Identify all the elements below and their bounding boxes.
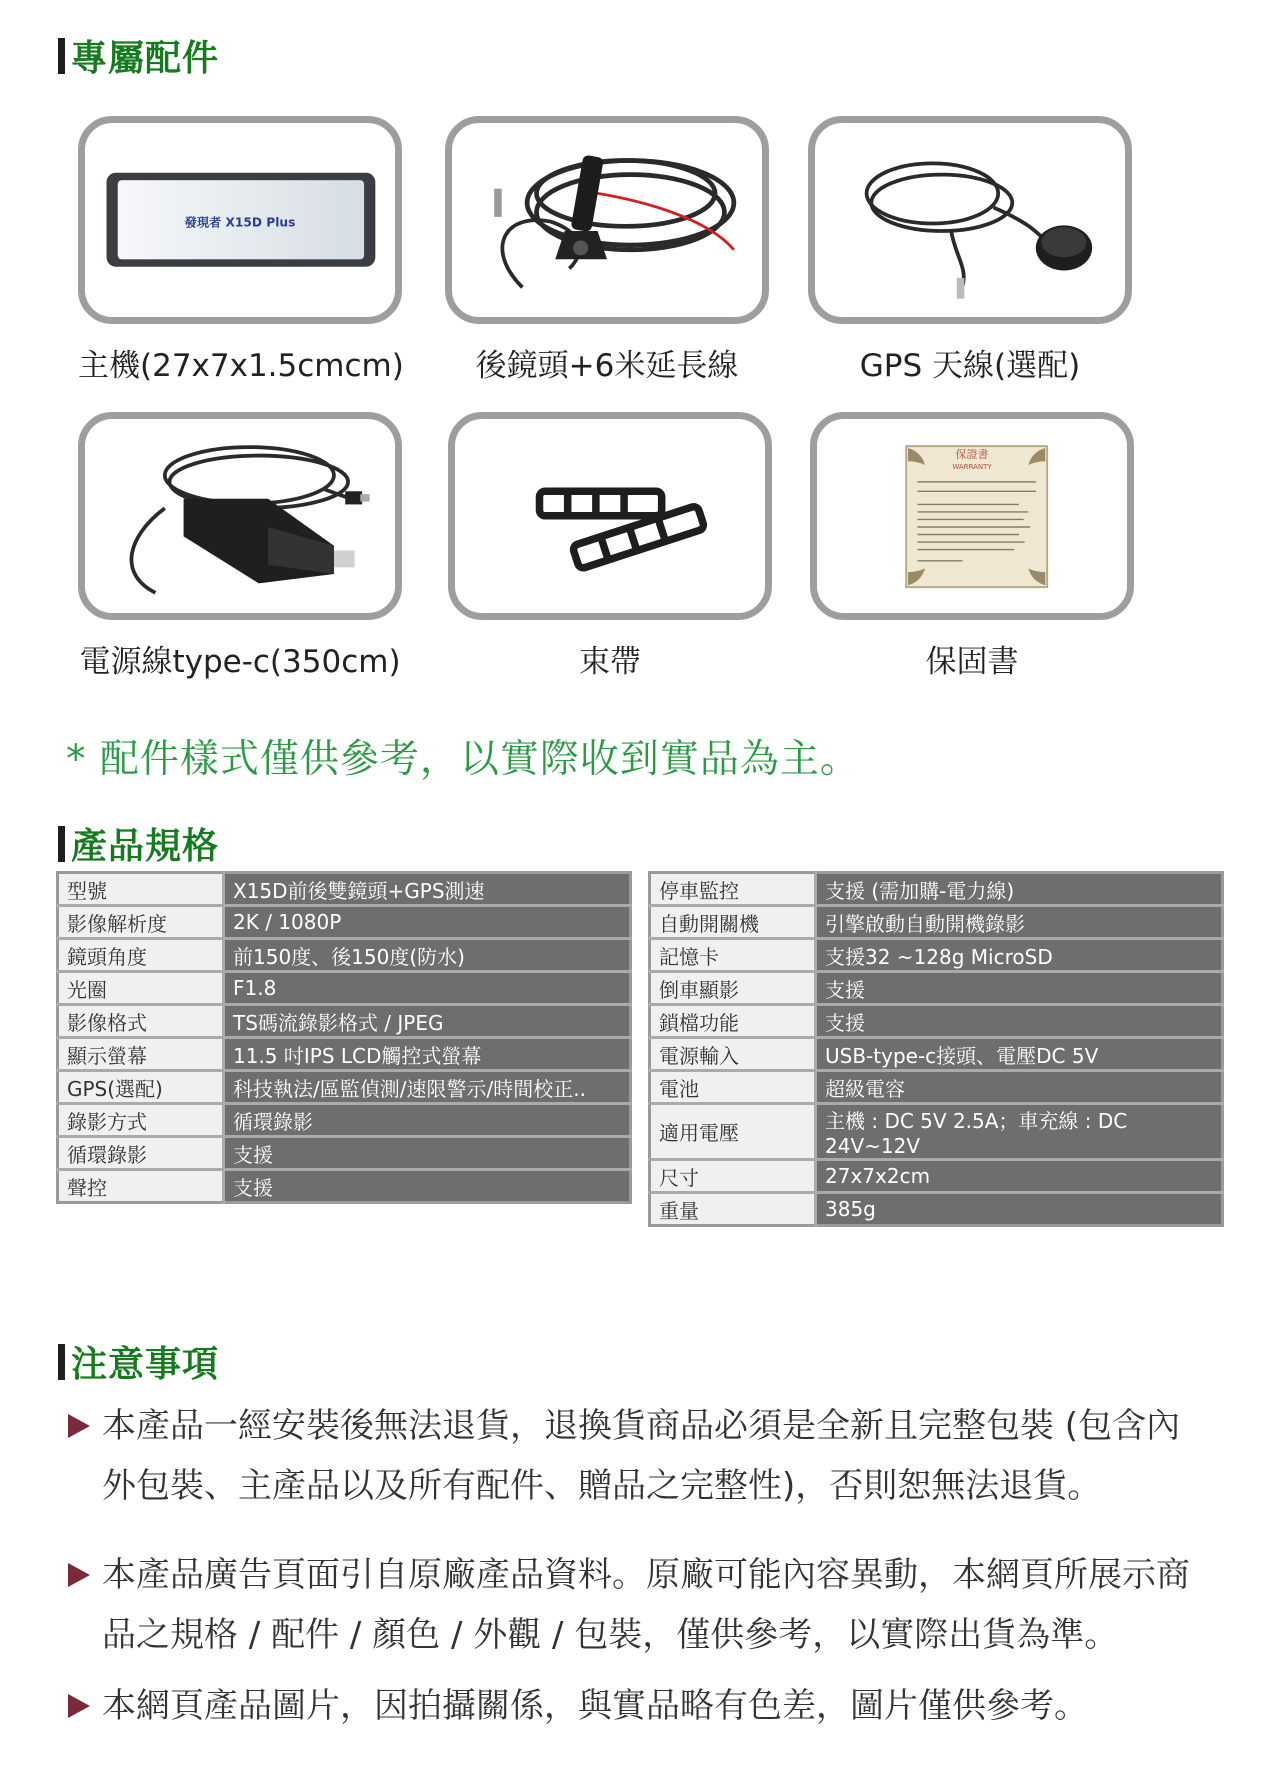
- warranty-card-title: 保證書: [955, 448, 989, 461]
- notice-item: [68, 1676, 1208, 1736]
- notice-text: 本產品廣告頁面引自原廠產品資料。原廠可能內容異動，本網頁所展示商品之規格 / 配件 / 顏色 / 外觀 / 包裝，僅供參考，以實際出貨為準。: [102, 1555, 1190, 1655]
- spec-key: 鏡頭角度: [58, 939, 224, 972]
- caption-straps: 束帶: [579, 644, 641, 680]
- spec-key: 聲控: [58, 1170, 224, 1203]
- spec-row: [650, 1038, 1223, 1071]
- accessory-card-warranty: [810, 412, 1134, 620]
- spec-row: [58, 1104, 631, 1137]
- spec-table-right: [648, 871, 1224, 1227]
- caption-warranty: 保固書: [925, 644, 1019, 680]
- spec-value: 主機 : DC 5V 2.5A；車充線 : DC 24V~12V: [816, 1104, 1223, 1160]
- notice-text: 本網頁產品圖片，因拍攝關係，與實品略有色差，圖片僅供參考。: [102, 1686, 1088, 1726]
- spec-value: USB-type-c接頭、電壓DC 5V: [816, 1038, 1223, 1071]
- spec-key: 適用電壓: [650, 1104, 816, 1160]
- spec-key: 倒車顯影: [650, 972, 816, 1005]
- caption-power-cable: 電源線type-c(350cm): [79, 644, 401, 680]
- spec-row: [650, 1104, 1223, 1160]
- spec-value: 科技執法/區監偵測/速限警示/時間校正..: [224, 1071, 631, 1104]
- spec-key: 電源輸入: [650, 1038, 816, 1071]
- power-cable-image: [99, 433, 381, 602]
- spec-row: [650, 1071, 1223, 1104]
- spec-value: 超級電容: [816, 1071, 1223, 1104]
- spec-value: 支援: [224, 1137, 631, 1170]
- gps-antenna-image: [829, 137, 1111, 306]
- accessory-card-gps-antenna: [808, 116, 1132, 324]
- straps-image: [469, 433, 751, 602]
- spec-row: [650, 1193, 1223, 1226]
- rear-camera-image: [466, 137, 748, 306]
- notices-title: 注意事項: [71, 1344, 220, 1385]
- spec-value: 支援: [816, 1005, 1223, 1038]
- spec-table-left: [56, 871, 632, 1204]
- section-title-specs: [58, 818, 219, 869]
- spec-key: 顯示螢幕: [58, 1038, 224, 1071]
- spec-row: [650, 873, 1223, 906]
- specs-title: 產品規格: [71, 826, 220, 867]
- caption-gps-antenna: GPS 天線(選配): [859, 348, 1081, 384]
- spec-row: [58, 1038, 631, 1071]
- notice-item: [68, 1396, 1208, 1516]
- title-bar: [58, 38, 65, 74]
- spec-row: [650, 906, 1223, 939]
- spec-row: [58, 873, 631, 906]
- accessories-note: * 配件樣式僅供參考，以實際收到實品為主。: [66, 737, 860, 782]
- spec-value: 385g: [816, 1193, 1223, 1226]
- spec-key: 自動開關機: [650, 906, 816, 939]
- warranty-card-title-block: [817, 449, 1127, 473]
- spec-value: 循環錄影: [224, 1104, 631, 1137]
- spec-key: 影像格式: [58, 1005, 224, 1038]
- spec-row: [58, 1137, 631, 1170]
- spec-key: 鎖檔功能: [650, 1005, 816, 1038]
- spec-key: 循環錄影: [58, 1137, 224, 1170]
- spec-row: [58, 1170, 631, 1203]
- spec-row: [58, 1071, 631, 1104]
- accessory-card-main-unit: [78, 116, 402, 324]
- section-title-accessories: [58, 30, 219, 81]
- spec-key: 尺寸: [650, 1160, 816, 1193]
- spec-key: 電池: [650, 1071, 816, 1104]
- title-bar: [58, 1344, 65, 1380]
- main-unit-image: [99, 137, 381, 306]
- warranty-card-subtitle: WARRANTY: [952, 463, 992, 471]
- spec-value: TS碼流錄影格式 / JPEG: [224, 1005, 631, 1038]
- notice-item: [68, 1545, 1208, 1665]
- spec-row: [58, 906, 631, 939]
- spec-key: 影像解析度: [58, 906, 224, 939]
- spec-key: 停車監控: [650, 873, 816, 906]
- notice-text: 本產品一經安裝後無法退貨，退換貨商品必須是全新且完整包裝 (包含內外包裝、主產品以及所有配件、贈品之完整性)，否則恕無法退貨。: [102, 1406, 1181, 1506]
- spec-row: [650, 1005, 1223, 1038]
- spec-value: 引擎啟動自動開機錄影: [816, 906, 1223, 939]
- caption-main-unit: 主機(27x7x1.5cmcm): [78, 348, 404, 384]
- spec-row: [650, 939, 1223, 972]
- spec-value: 支援 (需加購-電力線): [816, 873, 1223, 906]
- spec-key: 光圈: [58, 972, 224, 1005]
- triangle-bullet-icon: [68, 1563, 90, 1587]
- spec-row: [58, 939, 631, 972]
- spec-key: 記憶卡: [650, 939, 816, 972]
- spec-value: 前150度、後150度(防水): [224, 939, 631, 972]
- title-bar: [58, 826, 65, 862]
- spec-key: GPS(選配): [58, 1071, 224, 1104]
- triangle-bullet-icon: [68, 1414, 90, 1438]
- spec-value: 支援32 ~128g MicroSD: [816, 939, 1223, 972]
- spec-row: [650, 1160, 1223, 1193]
- spec-value: 2K / 1080P: [224, 906, 631, 939]
- section-title-notices: [58, 1336, 219, 1387]
- spec-row: [58, 972, 631, 1005]
- triangle-bullet-icon: [68, 1694, 90, 1718]
- spec-value: F1.8: [224, 972, 631, 1005]
- accessory-card-power-cable: [78, 412, 402, 620]
- spec-value: X15D前後雙鏡頭+GPS測速: [224, 873, 631, 906]
- spec-value: 支援: [816, 972, 1223, 1005]
- spec-key: 重量: [650, 1193, 816, 1226]
- spec-key: 錄影方式: [58, 1104, 224, 1137]
- spec-row: [650, 972, 1223, 1005]
- accessory-card-rear-camera: [445, 116, 769, 324]
- spec-value: 27x7x2cm: [816, 1160, 1223, 1193]
- brand-logo: 發現者 X15D Plus: [184, 215, 296, 230]
- spec-value: 支援: [224, 1170, 631, 1203]
- spec-key: 型號: [58, 873, 224, 906]
- spec-value: 11.5 吋IPS LCD觸控式螢幕: [224, 1038, 631, 1071]
- spec-row: [58, 1005, 631, 1038]
- caption-rear-camera: 後鏡頭+6米延長線: [475, 348, 739, 384]
- accessories-title: 專屬配件: [71, 38, 220, 79]
- accessory-card-straps: [448, 412, 772, 620]
